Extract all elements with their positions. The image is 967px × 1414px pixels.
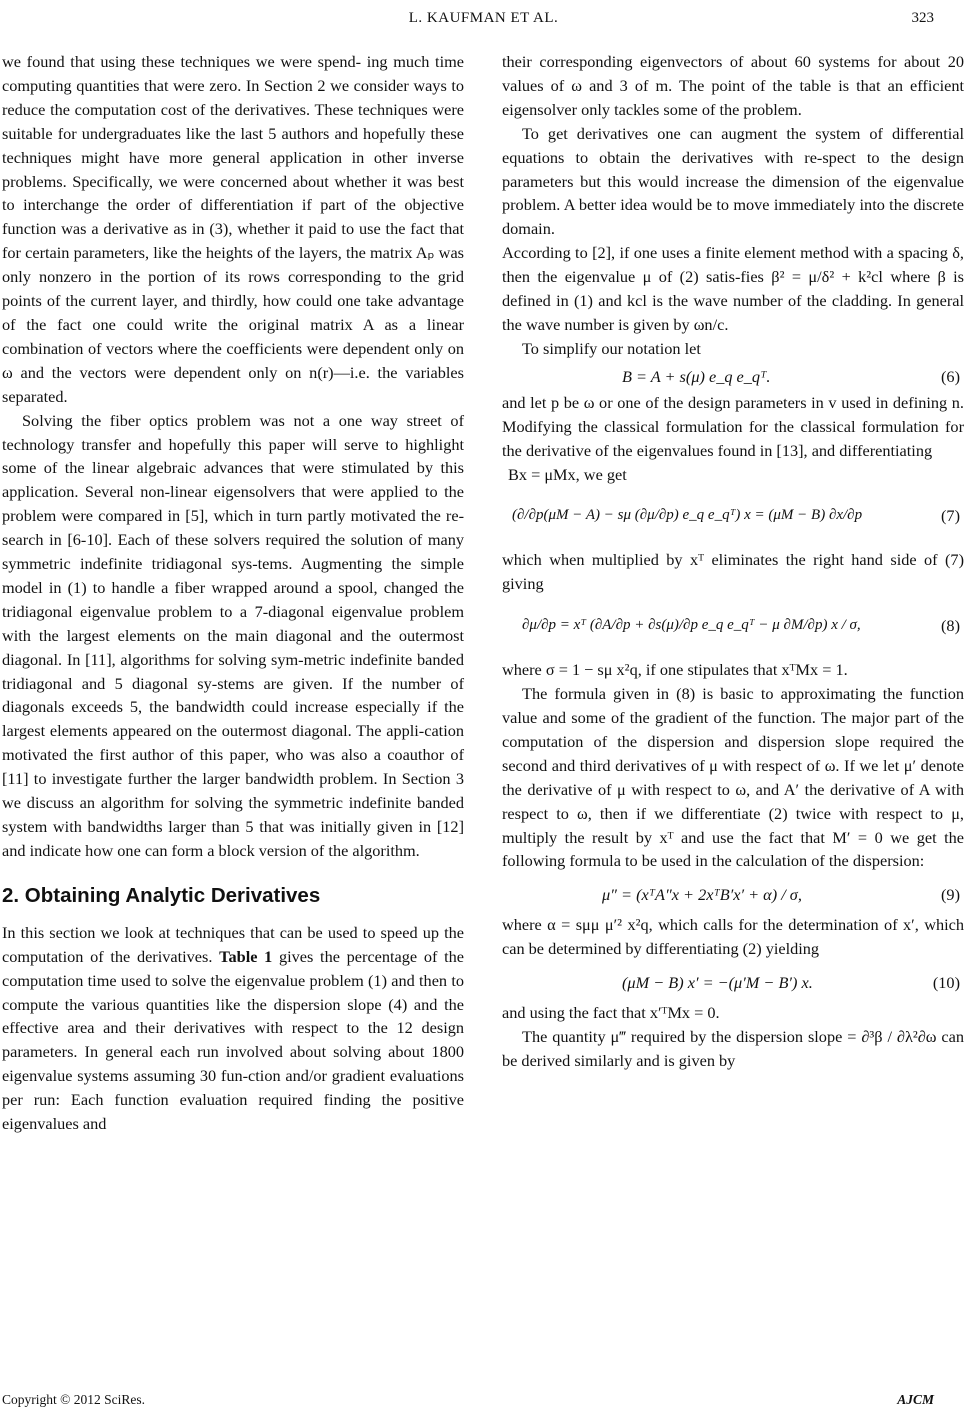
copyright-notice: Copyright © 2012 SciRes. [2, 1392, 146, 1407]
left-paragraph-2: Solving the fiber optics problem was not a one way street of technology transfer and hopefully this paper will serve to highlight some of the linear algebraic advances that were stimulated by this application. Several non-linear eigensolvers that were applied to the problem were compared in [5], which in turn partly motivated the re-search in [6-10]. Each of these solvers required the solution of many symmetric indefinite tridiagonal sys-tems. Augmenting the simple model in (1) to handle a fiber wrapped around a spool, changed the tridiagonal eigenvalue problem to a 7-diagonal eigenvalue problem with the largest elements on the main diagonal and the outermost diagonal. In [11], algorithms for solving sym-metric indefinite banded tridiagonal and 5 diagonal sy-stems are given. If the number of diagonals exceeds 5, the bandwidth could increase especially if the largest elements appeared on the outermost diagonal. The appli-cation motivated the first author of this paper, who was also a coauthor of [11] to investigate further the larger bandwidth problem. In Section 3 we discuss an algorithm for solving the symmetric indefinite banded system with bandwidths larger than 5 that was initially given in [12] and indicate how one can form a block version of the algorithm. [2, 410, 464, 860]
right-paragraph-1: their corresponding eigenvectors of about 60 systems for about 20 values of ω and 3 of m. The point of the table is that an efficient eigensolver only tackles some of the problem. [502, 52, 964, 119]
right-paragraph-10: and using the fact that x′ᵀMx = 0. [502, 1003, 720, 1023]
running-title: L. KAUFMAN ET AL. [408, 10, 559, 26]
equation-9 [502, 873, 964, 913]
right-paragraph-5b: Bx = μMx, we get [508, 464, 627, 484]
journal-name: AJCM [897, 1392, 934, 1407]
left-paragraph-3 [2, 921, 464, 1136]
page-number: 323 [911, 10, 934, 26]
equation-10-body: (μM − B) x′ = −(μ′M − B′) x. [622, 973, 813, 993]
section-heading: 2. Obtaining Analytic Derivatives [2, 883, 321, 907]
equation-6 [502, 361, 964, 391]
para3-start: In this section we look at techniques that can be used to speed up the computation of the derivatives. [2, 922, 464, 966]
left-column [2, 50, 464, 1136]
equation-8 [502, 596, 964, 658]
equation-7 [502, 486, 964, 548]
equation-8-body: ∂μ/∂p = xᵀ (∂A/∂p + ∂s(μ)/∂p e_q e_qᵀ − μ ∂M/∂p) x / σ, [522, 617, 861, 634]
equation-7-number: (7) [941, 506, 960, 526]
right-paragraph-7: where σ = 1 − sμ x²q, if one stipulates that xᵀMx = 1. [502, 660, 848, 680]
para3-rest: gives the percentage of the computation time used to solve the eigenvalue problem (1) and then to compute the various quantities like the dispersion slope (4) and the effective area and their derivatives with respect to the 12 design parameters. In general each run involved about solving about 1800 eigenvalue systems assuming 30 fun-ction and/or gradient evaluations per run: Each function evaluation required finding the positive eigenvalues and [2, 946, 464, 1134]
right-paragraph-6: which when multiplied by xᵀ eliminates the right hand side of (7) giving [502, 550, 964, 594]
equation-7-body: (∂/∂p(μM − A) − sμ (∂μ/∂p) e_q e_qᵀ) x = (μM − B) ∂x/∂p [512, 507, 863, 524]
equation-6-number: (6) [941, 366, 960, 386]
equation-8-number: (8) [941, 616, 960, 636]
right-column [502, 50, 964, 1073]
left-paragraph-1: we found that using these techniques we were spend- ing much time computing quantities that were zero. In Section 2 we consider ways to reduce the computation cost of the derivatives. These techniques were suitable for undergraduates like the last 5 authors and hopefully these techniques might have more general application in other inverse problems. Specifically, we were concerned about whether it was best to interchange the order of differentiation if part of the objective function was a derivative as in (3), whether it paid to use the fact that for certain parameters, like the heights of the layers, the matrix Aₚ was only nonzero in the portion of its rows corresponding to the grid points of the current layer, and thirdly, how could one take advantage of the fact one could write the original matrix A as a linear combination of vectors where the coefficients were dependent only on ω and the vectors were dependent only on n(r)—i.e. the variables separated. [2, 52, 464, 406]
equation-9-number: (9) [941, 885, 960, 905]
right-paragraph-11: The quantity μ‴ required by the dispersion slope = ∂³β / ∂λ²∂ω can be derived similarly and is given by [502, 1027, 964, 1070]
equation-9-body: μ″ = (xᵀA″x + 2xᵀB′x′ + α) / σ, [602, 885, 802, 905]
page-footer [0, 1390, 967, 1410]
page-header [0, 6, 967, 30]
table-ref-link[interactable]: Table 1 [219, 946, 273, 966]
right-paragraph-9: where α = sμμ μ′² x²q, which calls for the determination of x′, which can be determined by differentiating (2) yielding [502, 915, 964, 959]
right-paragraph-5: and let p be ω or one of the design parameters in v used in defining n. Modifying the classical formulation for the classical formulation for the derivative of the eigenvalues found in [13], and differentiating [502, 392, 964, 460]
right-paragraph-3: According to [2], if one uses a finite element method with a spacing δ, then the eigenvalue μ of (2) satis-fies β² = μ/δ² + k²cl where β is defined in (1) and kcl is the wave number of the cladding. In general the wave number is given by ωn/c. [502, 243, 964, 334]
equation-10 [502, 961, 964, 1001]
right-paragraph-2: To get derivatives one can augment the system of differential equations to obtain the derivatives with re-spect to the design parameters but this would increase the dimension of the eigenvalue problem. A better idea would be to move immediately into the discrete domain. [502, 123, 964, 239]
right-paragraph-8: The formula given in (8) is basic to approximating the function value and some of the gradient of the function. The major part of the computation of the dispersion and dispersion slope required the second and third derivatives of μ with respect of ω. If we let μ′ denote the derivative of μ with respect to ω, and A′ the derivative of A with respect to ω, then if we differentiate (2) twice with respect to μ, multiply the result by xᵀ and use the fact that M′ = 0 we get the following formula to be used in the calculation of the dispersion: [502, 684, 964, 871]
equation-10-number: (10) [932, 973, 960, 993]
right-paragraph-4: To simplify our notation let [522, 338, 701, 358]
equation-6-body: B = A + s(μ) e_q e_qᵀ. [622, 366, 771, 386]
